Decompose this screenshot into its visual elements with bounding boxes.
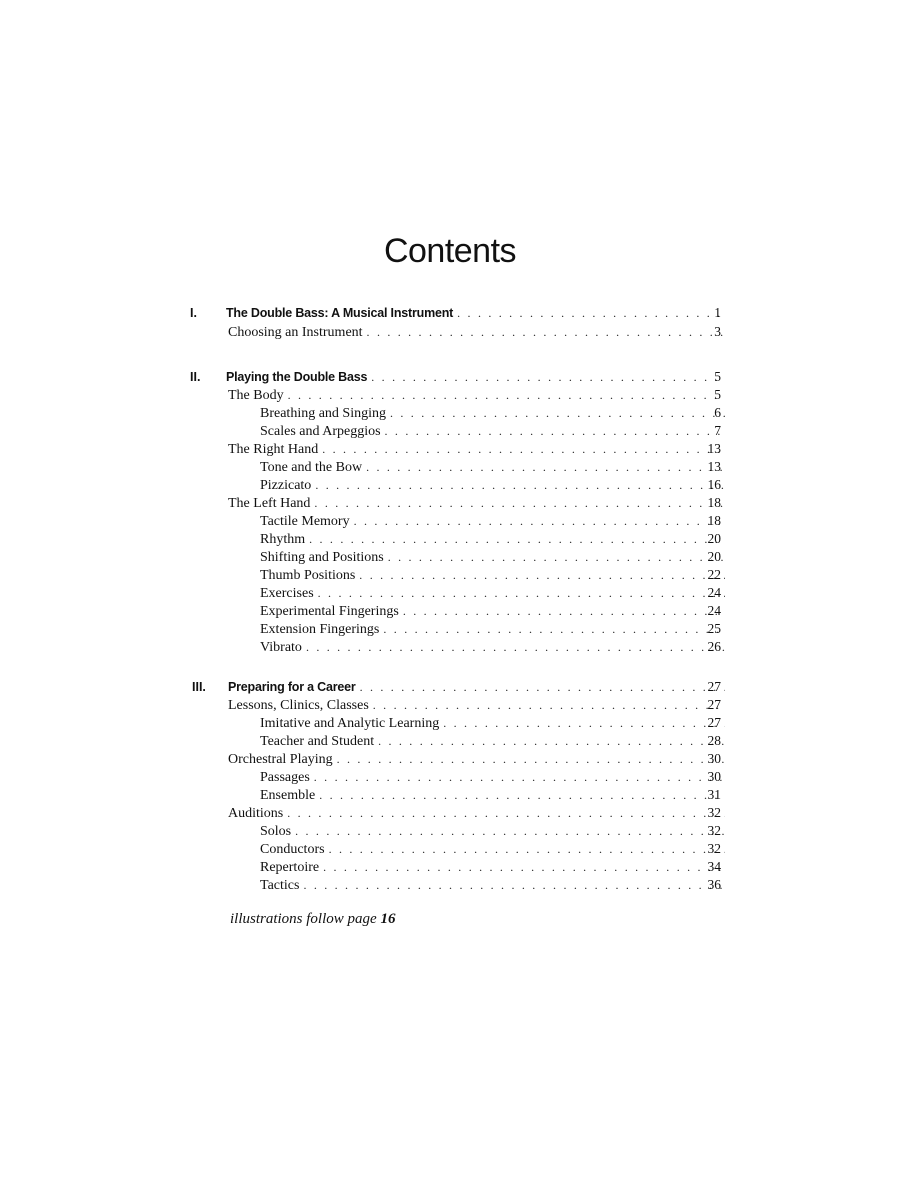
page-number: 20 (707, 531, 721, 546)
page-number: 5 (714, 369, 721, 384)
page-number: 27 (707, 679, 721, 694)
page-number: 3 (714, 324, 721, 339)
illustrations-note (230, 911, 395, 928)
page-number: 27 (707, 697, 721, 712)
page-number: 16 (707, 477, 721, 492)
page-title: Contents (383, 232, 517, 270)
dot-leader (309, 530, 725, 548)
dot-leader (314, 768, 725, 786)
dot-leader (443, 714, 725, 732)
entry-label: The Body (228, 387, 288, 405)
chapter-title: Preparing for a Career (228, 678, 360, 696)
dot-leader (306, 638, 725, 656)
page-number: 25 (707, 621, 721, 636)
toc-subentry[interactable] (0, 786, 900, 804)
toc-subentry[interactable] (0, 512, 900, 530)
entry-label: Imitative and Analytic Learning (260, 715, 443, 733)
dot-leader (322, 440, 725, 458)
page-number: 24 (707, 585, 721, 600)
dot-leader (288, 386, 725, 404)
entry-label: Scales and Arpeggios (260, 423, 385, 441)
entry-label: The Right Hand (228, 441, 322, 459)
entry-label: Choosing an Instrument (228, 324, 367, 342)
dot-leader (295, 822, 725, 840)
toc-entry[interactable] (0, 494, 900, 512)
dot-leader (287, 804, 725, 822)
dot-leader (318, 584, 725, 602)
page-number: 22 (707, 567, 721, 582)
page-number: 30 (707, 769, 721, 784)
chapter-title: Playing the Double Bass (226, 368, 371, 386)
entry-label: Passages (260, 769, 314, 787)
toc-subentry[interactable] (0, 840, 900, 858)
page-number: 18 (707, 513, 721, 528)
dot-leader (390, 404, 725, 422)
page-number: 32 (707, 841, 721, 856)
toc-subentry[interactable] (0, 638, 900, 656)
page-number: 34 (707, 859, 721, 874)
page-number: 27 (707, 715, 721, 730)
entry-label: Ensemble (260, 787, 319, 805)
dot-leader (315, 476, 725, 494)
page-number: 24 (707, 603, 721, 618)
entry-label: Tone and the Bow (260, 459, 366, 477)
dot-leader (329, 840, 725, 858)
entry-label: Teacher and Student (260, 733, 378, 751)
entry-label: Shifting and Positions (260, 549, 388, 567)
toc-entry[interactable] (0, 440, 900, 458)
page-number: 32 (707, 805, 721, 820)
toc-subentry[interactable] (0, 422, 900, 440)
chapter-numeral: I. (190, 306, 197, 320)
page-number: 30 (707, 751, 721, 766)
chapter-title: The Double Bass: A Musical Instrument (226, 304, 457, 322)
toc-subentry[interactable] (0, 768, 900, 786)
entry-label: Solos (260, 823, 295, 841)
toc-subentry[interactable] (0, 714, 900, 732)
page-number: 6 (714, 405, 721, 420)
toc-subentry[interactable] (0, 602, 900, 620)
toc-subentry[interactable] (0, 476, 900, 494)
entry-label: Rhythm (260, 531, 309, 549)
dot-leader (323, 858, 725, 876)
page-number: 20 (707, 549, 721, 564)
dot-leader (319, 786, 725, 804)
dot-leader (354, 512, 725, 530)
chapter-heading[interactable] (0, 678, 900, 696)
page-number: 31 (707, 787, 721, 802)
dot-leader (457, 304, 725, 322)
page-number: 26 (707, 639, 721, 654)
entry-label: Tactile Memory (260, 513, 354, 531)
entry-label: Thumb Positions (260, 567, 359, 585)
page-number: 28 (707, 733, 721, 748)
toc-entry[interactable] (0, 696, 900, 714)
toc-subentry[interactable] (0, 404, 900, 422)
note-text: illustrations follow page (230, 911, 377, 927)
toc-subentry[interactable] (0, 548, 900, 566)
entry-label: Lessons, Clinics, Classes (228, 697, 373, 715)
dot-leader (383, 620, 725, 638)
chapter-numeral: II. (190, 370, 201, 384)
note-page-number: 16 (380, 911, 396, 927)
chapter-heading[interactable] (0, 368, 900, 386)
dot-leader (337, 750, 725, 768)
toc-subentry[interactable] (0, 822, 900, 840)
chapter-heading[interactable] (0, 304, 900, 322)
toc-subentry[interactable] (0, 584, 900, 602)
page-number: 36 (707, 877, 721, 892)
toc-entry[interactable] (0, 386, 900, 404)
page-number: 13 (707, 441, 721, 456)
entry-label: Breathing and Singing (260, 405, 390, 423)
dot-leader (360, 678, 725, 696)
entry-label: Extension Fingerings (260, 621, 383, 639)
entry-label: Pizzicato (260, 477, 315, 495)
page-number: 13 (707, 459, 721, 474)
page-number: 1 (714, 305, 721, 320)
dot-leader (371, 368, 725, 386)
dot-leader (388, 548, 725, 566)
dot-leader (366, 458, 725, 476)
dot-leader (403, 602, 725, 620)
page-number: 18 (707, 495, 721, 510)
dot-leader (367, 323, 725, 341)
entry-label: Experimental Fingerings (260, 603, 403, 621)
entry-label: Conductors (260, 841, 329, 859)
toc-entry[interactable] (0, 750, 900, 768)
entry-label: Exercises (260, 585, 318, 603)
page-number: 5 (714, 387, 721, 402)
dot-leader (359, 566, 725, 584)
dot-leader (314, 494, 725, 512)
entry-label: Repertoire (260, 859, 323, 877)
toc-subentry[interactable] (0, 620, 900, 638)
page-number: 32 (707, 823, 721, 838)
toc-subentry[interactable] (0, 530, 900, 548)
toc-subentry[interactable] (0, 858, 900, 876)
entry-label: Orchestral Playing (228, 751, 337, 769)
toc-subentry[interactable] (0, 458, 900, 476)
chapter-numeral: III. (192, 680, 206, 694)
dot-leader (373, 696, 725, 714)
toc-entry[interactable] (0, 323, 900, 341)
dot-leader (385, 422, 725, 440)
page-number: 7 (714, 423, 721, 438)
entry-label: Auditions (228, 805, 287, 823)
entry-label: The Left Hand (228, 495, 314, 513)
dot-leader (378, 732, 725, 750)
entry-label: Tactics (260, 877, 303, 895)
toc-subentry[interactable] (0, 732, 900, 750)
dot-leader (303, 876, 725, 894)
entry-label: Vibrato (260, 639, 306, 657)
toc-subentry[interactable] (0, 566, 900, 584)
toc-entry[interactable] (0, 804, 900, 822)
toc-subentry[interactable] (0, 876, 900, 894)
